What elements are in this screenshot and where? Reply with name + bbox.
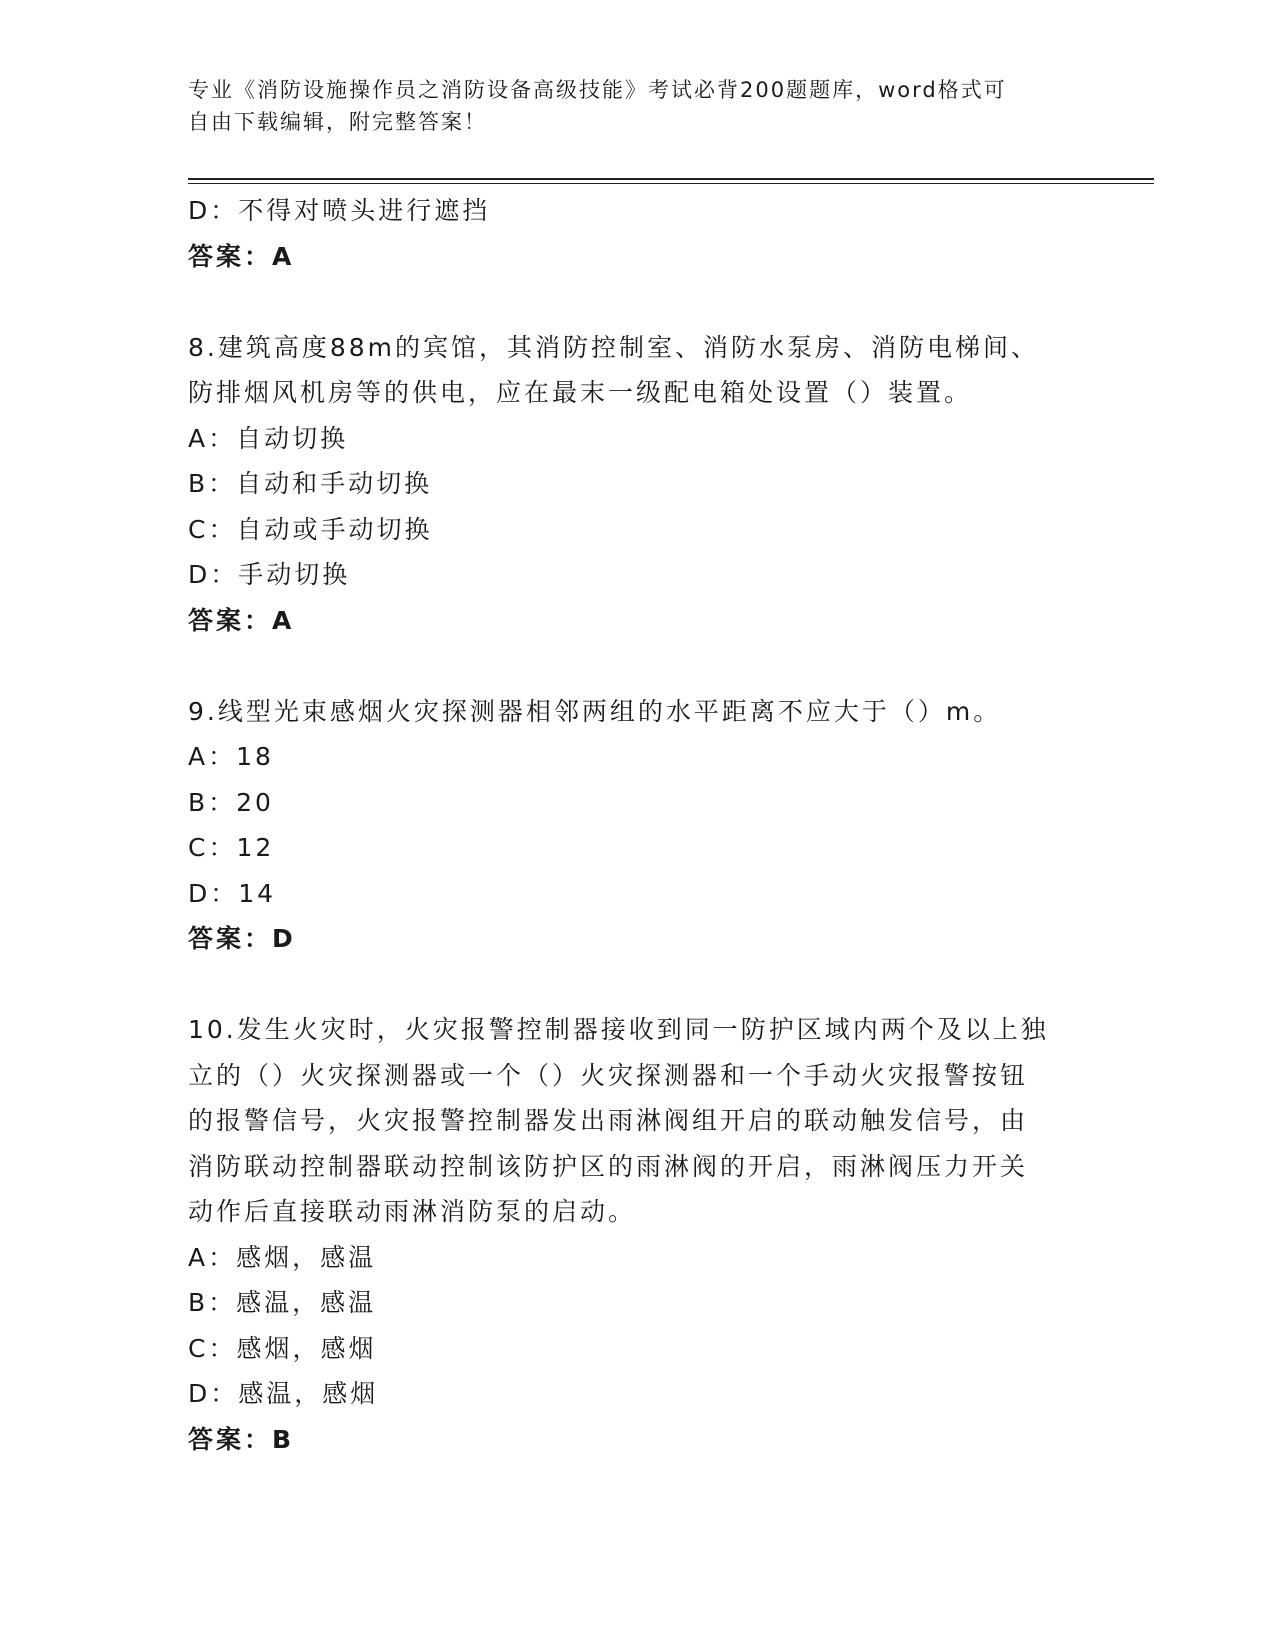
question-8-option-c: C：自动或手动切换 bbox=[188, 514, 433, 544]
spacer bbox=[188, 962, 1088, 1008]
question-9-option-c: C：12 bbox=[188, 833, 275, 862]
header-line-1: 专业《消防设施操作员之消防设备高级技能》考试必背200题题库，word格式可 bbox=[188, 78, 1007, 102]
option-d: D：不得对喷头进行遮挡 bbox=[188, 196, 491, 225]
question-10-text-line-4: 消防联动控制器联动控制该防护区的雨淋阀的开启，雨淋阀压力开关 bbox=[188, 1151, 1029, 1181]
question-10-option-d: D：感温，感烟 bbox=[188, 1379, 379, 1408]
question-9-text-line-1: 9.线型光束感烟火灾探测器相邻两组的水平距离不应大于（）m。 bbox=[188, 696, 1002, 726]
question-10-text-line-2: 立的（）火灾探测器或一个（）火灾探测器和一个手动火灾报警按钮 bbox=[188, 1060, 1029, 1090]
question-8-answer: 答案：A bbox=[188, 605, 295, 635]
question-10-option-b: B：感温，感温 bbox=[188, 1288, 377, 1317]
question-8-option-b: B：自动和手动切换 bbox=[188, 469, 433, 498]
answer-line: 答案：A bbox=[188, 241, 295, 271]
question-10-answer: 答案：B bbox=[188, 1424, 295, 1454]
spacer bbox=[188, 279, 1088, 325]
header-line-2: 自由下载编辑，附完整答案！ bbox=[188, 110, 487, 134]
question-8-option-d: D：手动切换 bbox=[188, 560, 351, 589]
spacer bbox=[188, 643, 1088, 689]
header-divider-thick bbox=[188, 178, 1154, 180]
question-8-option-a: A：自动切换 bbox=[188, 423, 349, 453]
question-9-option-d: D：14 bbox=[188, 878, 277, 908]
question-9-option-b: B：20 bbox=[188, 787, 274, 817]
document-header bbox=[188, 74, 1068, 138]
question-10-option-a: A：感烟，感温 bbox=[188, 1242, 377, 1272]
question-10-option-c: C：感烟，感烟 bbox=[188, 1333, 377, 1363]
question-content bbox=[188, 188, 1088, 1462]
question-8-text-line-1: 8.建筑高度88m的宾馆，其消防控制室、消防水泵房、消防电梯间、 bbox=[188, 332, 1040, 362]
question-10-text-line-5: 动作后直接联动雨淋消防泵的启动。 bbox=[188, 1197, 637, 1226]
header-divider-thin bbox=[188, 183, 1154, 184]
question-9-option-a: A：18 bbox=[188, 742, 274, 771]
question-9-answer: 答案：D bbox=[188, 924, 296, 953]
question-10-text-line-3: 的报警信号，火灾报警控制器发出雨淋阀组开启的联动触发信号，由 bbox=[188, 1106, 1029, 1135]
question-10-text-line-1: 10.发生火灾时，火灾报警控制器接收到同一防护区域内两个及以上独 bbox=[188, 1015, 1049, 1044]
question-8-text-line-2: 防排烟风机房等的供电，应在最末一级配电箱处设置（）装置。 bbox=[188, 378, 973, 407]
